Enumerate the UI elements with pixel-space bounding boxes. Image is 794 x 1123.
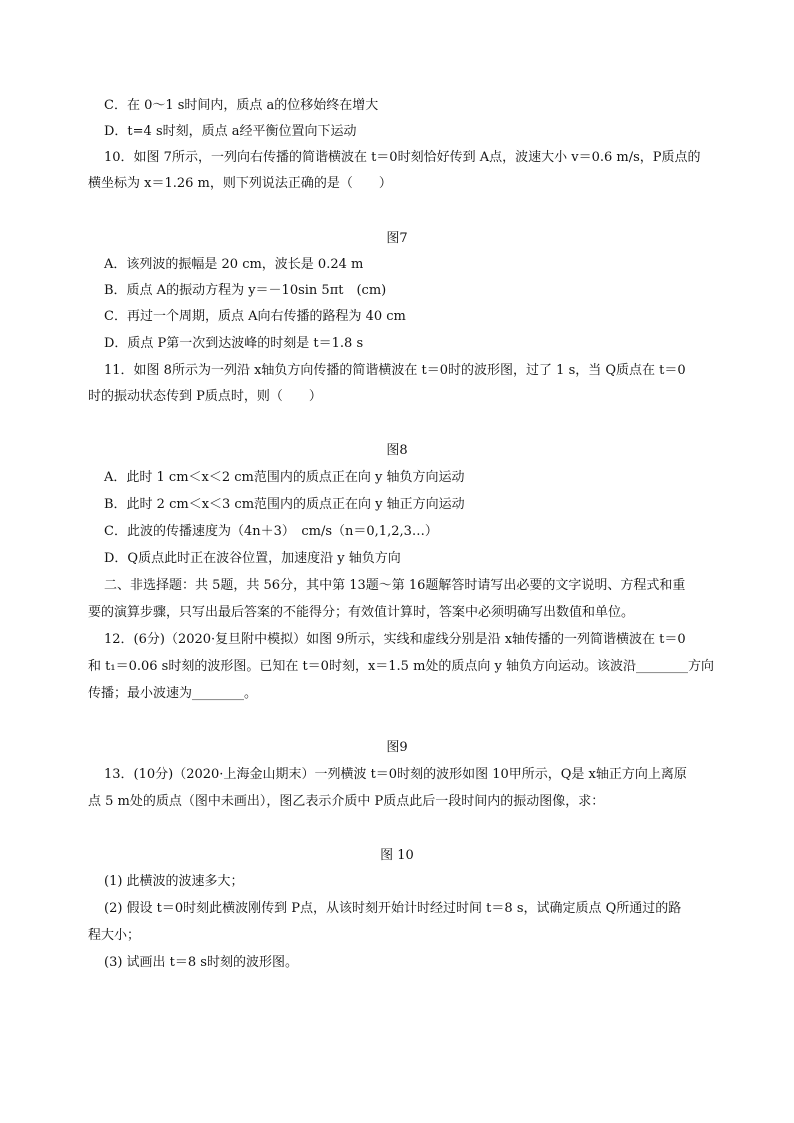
q12-stem-line1: 12．(6分)（2020·复旦附中模拟）如图 9所示，实线和虚线分别是沿 x轴传播的一列简谐横波在 t＝0 [104, 632, 686, 647]
q9-option-c: C．在 0～1 s时间内，质点 a的位移始终在增大 [104, 98, 379, 113]
q11-option-a: A．此时 1 cm＜x＜2 cm范围内的质点正在向 y 轴负方向运动 [104, 470, 465, 485]
q10-stem-line1: 10．如图 7所示，一列向右传播的简谐横波在 t＝0时刻恰好传到 A点，波速大小 v＝0.6 m/s，P质点的 [104, 150, 701, 165]
q13-part3: (3) 试画出 t＝8 s时刻的波形图。 [104, 955, 298, 970]
section-2-heading-line1: 二、非选择题：共 5题，共 56分，其中第 13题～第 16题解答时请写出必要的文字说明、方程式和重 [104, 578, 686, 593]
q12-stem-line2: 和 t₁＝0.06 s时刻的波形图。已知在 t＝0时刻，x＝1.5 m处的质点向 y 轴负方向运动。该波沿________方向 [88, 659, 715, 674]
figure-9-caption: 图9 [386, 740, 408, 755]
figure-8-caption: 图8 [386, 443, 408, 458]
q11-option-b: B．此时 2 cm＜x＜3 cm范围内的质点正在向 y 轴正方向运动 [104, 497, 465, 512]
q10-option-d: D．质点 P第一次到达波峰的时刻是 t＝1.8 s [104, 336, 364, 351]
q10-option-b: B．质点 A的振动方程为 y＝－10sin 5πt (cm) [104, 283, 387, 298]
q12-stem-line3: 传播；最小波速为________。 [88, 686, 258, 701]
q13-part2-line1: (2) 假设 t＝0时刻此横波刚传到 P点，从该时刻开始计时经过时间 t＝8 s，试确定质点 Q所通过的路 [104, 901, 682, 916]
q11-option-d: D．Q质点此时正在波谷位置，加速度沿 y 轴负方向 [104, 551, 401, 566]
q10-option-a: A．该列波的振幅是 20 cm，波长是 0.24 m [104, 257, 364, 272]
section-2-heading-line2: 要的演算步骤，只写出最后答案的不能得分；有效值计算时，答案中必须明确写出数值和单位。 [88, 605, 635, 620]
q11-stem-line1: 11．如图 8所示为一列沿 x轴负方向传播的简谐横波在 t＝0时的波形图，过了 1 s，当 Q质点在 t＝0 [104, 363, 686, 378]
q13-part2-line2: 程大小； [88, 928, 141, 943]
q13-part1: (1) 此横波的波速多大； [104, 874, 244, 889]
q9-option-d: D．t=4 s时刻，质点 a经平衡位置向下运动 [104, 124, 357, 139]
q11-stem-line2: 时的振动状态传到 P质点时，则（ ） [88, 389, 322, 404]
figure-7-caption: 图7 [386, 231, 408, 246]
q13-stem-line2: 点 5 m处的质点（图中未画出），图乙表示介质中 P质点此后一段时间内的振动图像，求： [88, 794, 605, 809]
q10-option-c: C．再过一个周期，质点 A向右传播的路程为 40 cm [104, 309, 406, 324]
q13-stem-line1: 13．(10分)（2020·上海金山期末）一列横波 t＝0时刻的波形如图 10甲所示，Q是 x轴正方向上离原 [104, 767, 687, 782]
q10-stem-line2: 横坐标为 x＝1.26 m，则下列说法正确的是（ ） [88, 176, 392, 191]
q11-option-c: C．此波的传播速度为（4n＋3） cm/s（n＝0,1,2,3…） [104, 524, 438, 539]
figure-10-caption: 图 10 [380, 848, 414, 863]
